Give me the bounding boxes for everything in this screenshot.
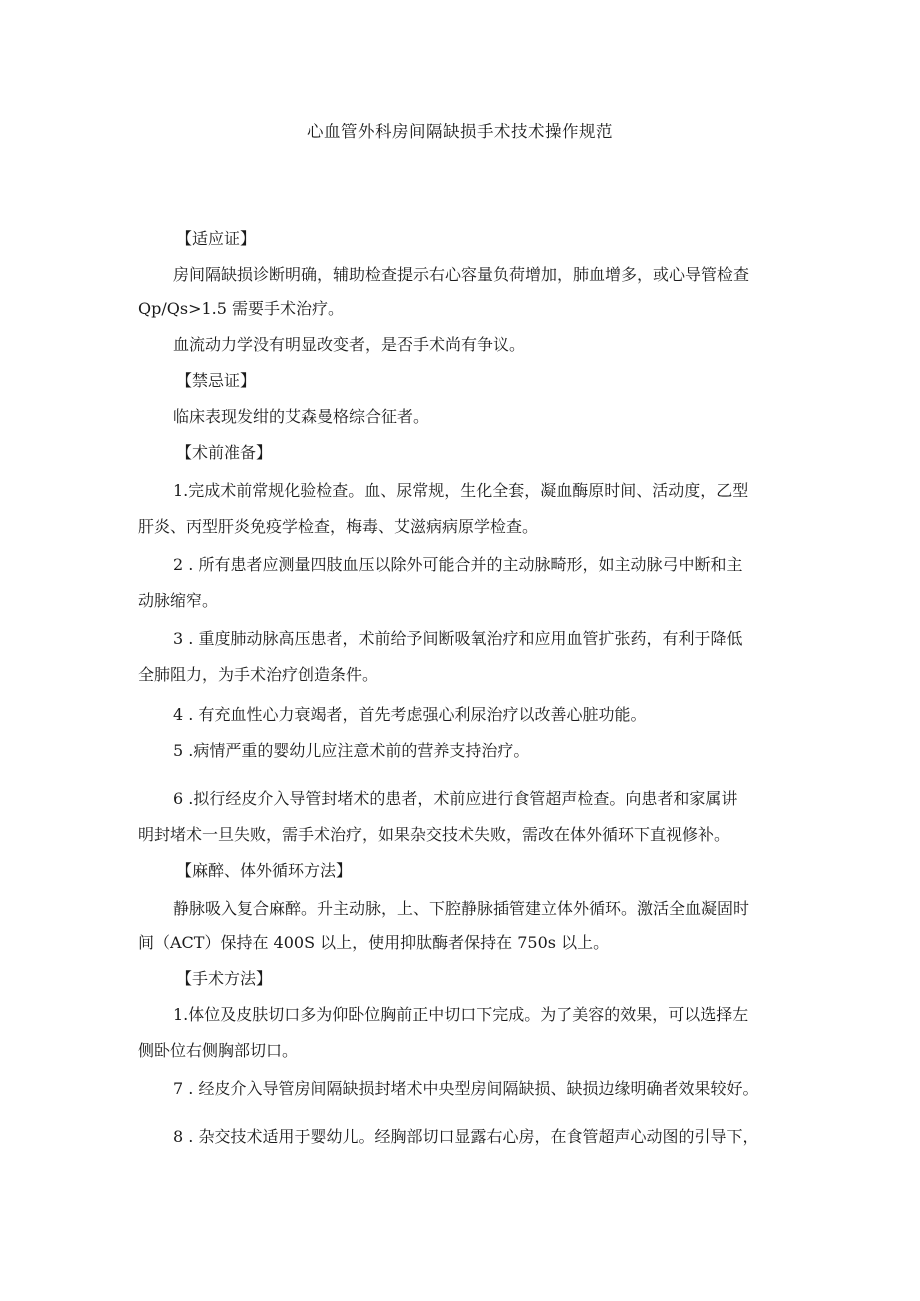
list-item-line: 5 .病情严重的婴幼儿应注意术前的营养支持治疗。 [173, 741, 530, 760]
section-heading-contraindications: 【禁忌证】 [176, 371, 257, 390]
section-heading-indications: 【适应证】 [176, 229, 257, 248]
list-item-line: 1.完成术前常规化验检查。血、尿常规，生化全套，凝血酶原时间、活动度，乙型 [173, 481, 749, 500]
list-item-line: 侧卧位右侧胸部切口。 [138, 1041, 299, 1060]
list-item-line: 7 . 经皮介入导管房间隔缺损封堵术中央型房间隔缺损、缺损边缘明确者效果较好。 [173, 1079, 759, 1098]
paragraph-line: 间（ACT）保持在 400S 以上，使用抑肽酶者保持在 750s 以上。 [138, 933, 610, 952]
paragraph-line: 临床表现发绀的艾森曼格综合征者。 [173, 407, 430, 426]
section-heading-anesthesia: 【麻醉、体外循环方法】 [176, 861, 353, 880]
list-item-line: 8 . 杂交技术适用于婴幼儿。经胸部切口显露右心房，在食管超声心动图的引导下， [173, 1127, 759, 1146]
list-item-line: 动脉缩窄。 [138, 591, 219, 610]
list-item-line: 1.体位及皮肤切口多为仰卧位胸前正中切口下完成。为了美容的效果，可以选择左 [173, 1005, 749, 1024]
paragraph-line: Qp/Qs>1.5 需要手术治疗。 [138, 299, 345, 318]
list-item-line: 4 . 有充血性心力衰竭者，首先考虑强心利尿治疗以改善心脏功能。 [173, 705, 647, 724]
section-heading-surgical-method: 【手术方法】 [176, 969, 273, 988]
section-heading-preoperative: 【术前准备】 [176, 443, 273, 462]
list-item-line: 2 . 所有患者应测量四肢血压以除外可能合并的主动脉畸形，如主动脉弓中断和主 [173, 555, 743, 574]
list-item-line: 明封堵术一旦失败，需手术治疗，如果杂交技术失败，需改在体外循环下直视修补。 [138, 825, 731, 844]
paragraph-line: 房间隔缺损诊断明确，辅助检查提示右心容量负荷增加，肺血增多，或心导管检查 [173, 265, 750, 284]
list-item-line: 6 .拟行经皮介入导管封堵术的患者，术前应进行食管超声检查。向患者和家属讲 [173, 789, 738, 808]
list-item-line: 全肺阻力，为手术治疗创造条件。 [138, 665, 379, 684]
list-item-line: 3 . 重度肺动脉高压患者，术前给予间断吸氧治疗和应用血管扩张药，有利于降低 [173, 629, 743, 648]
document-title: 心血管外科房间隔缺损手术技术操作规范 [307, 122, 613, 141]
paragraph-line: 静脉吸入复合麻醉。升主动脉，上、下腔静脉插管建立体外循环。激活全血凝固时 [173, 899, 750, 918]
paragraph-line: 血流动力学没有明显改变者，是否手术尚有争议。 [173, 335, 526, 354]
list-item-line: 肝炎、丙型肝炎免疫学检查，梅毒、艾滋病病原学检查。 [138, 517, 539, 536]
